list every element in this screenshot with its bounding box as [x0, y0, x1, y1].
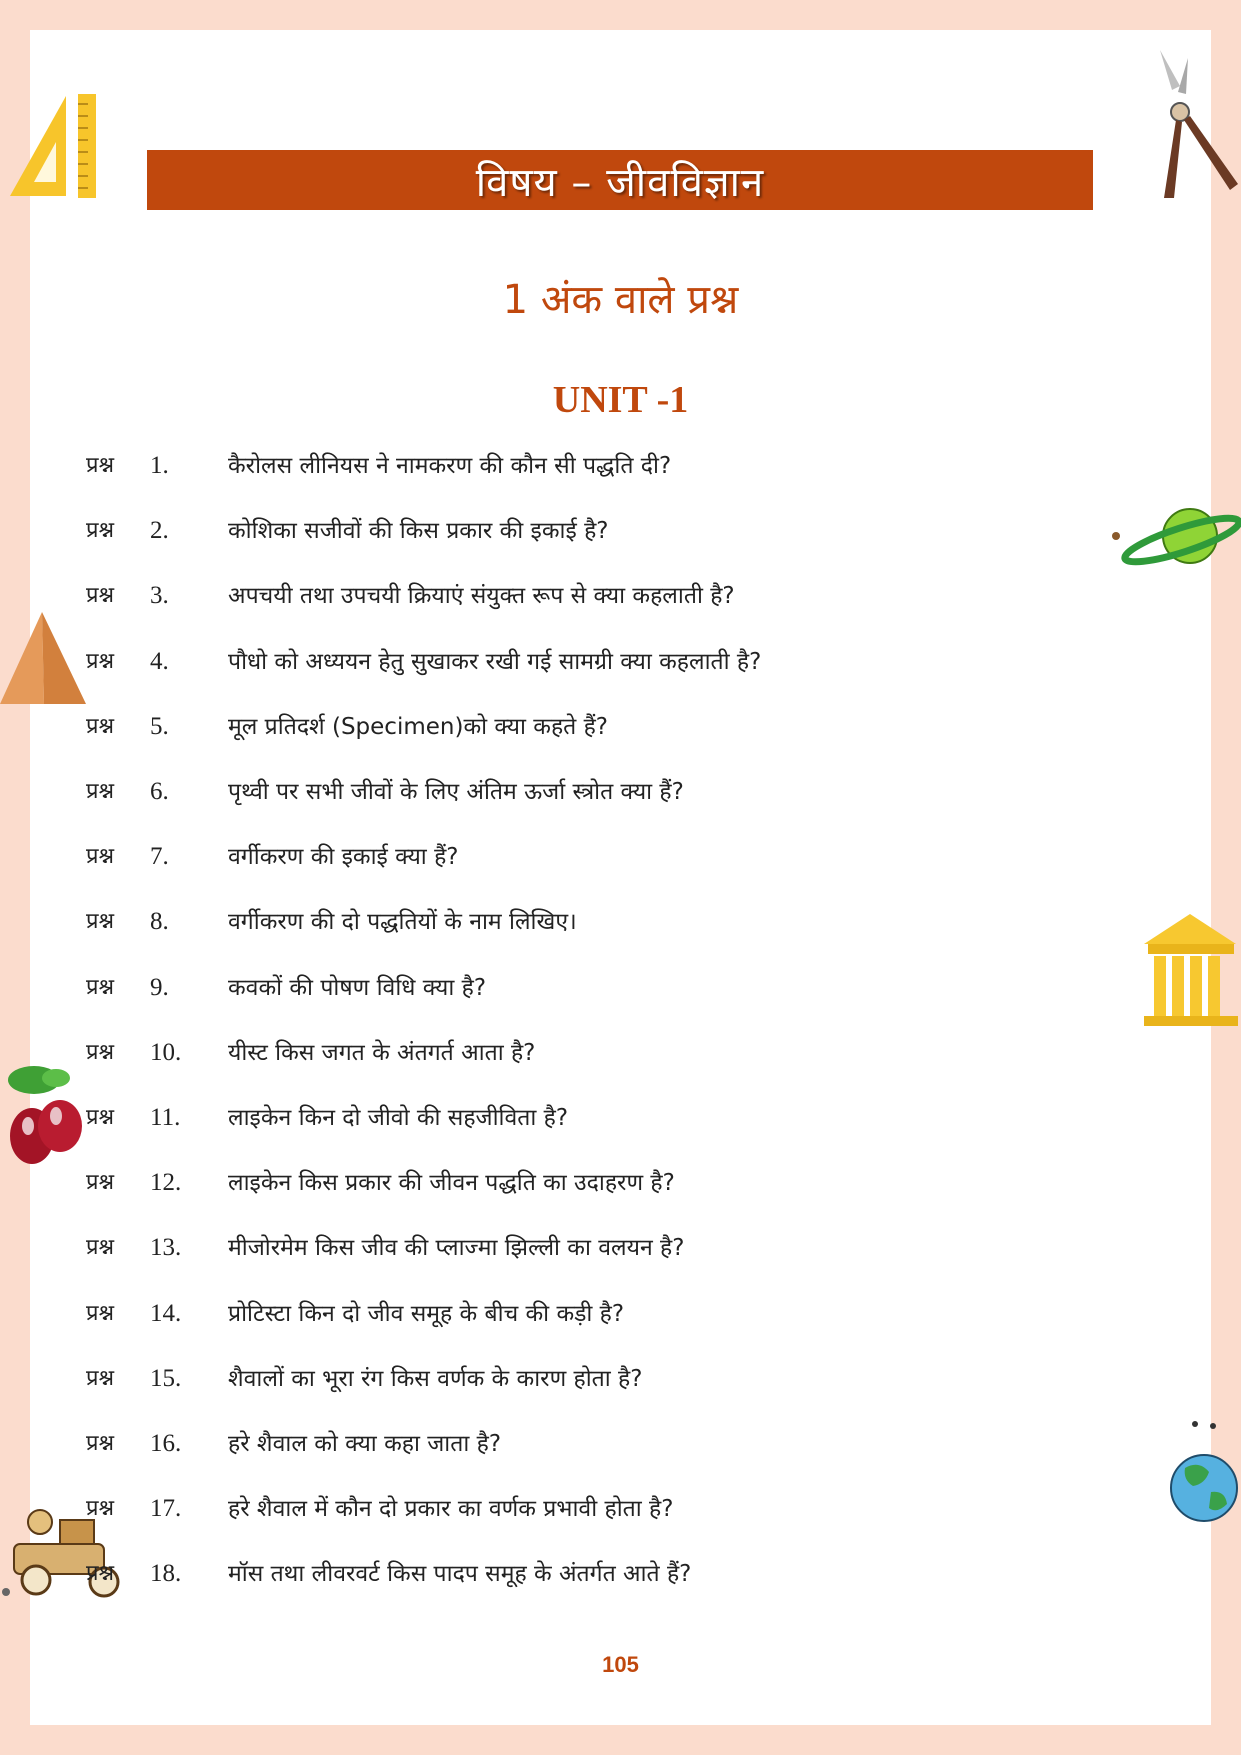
- question-number: 7.: [150, 843, 169, 871]
- question-number: 11.: [150, 1104, 181, 1131]
- question-label: प्रश्न: [86, 1365, 115, 1391]
- question-text: पौधो को अध्ययन हेतु सुखाकर रखी गई सामग्री क्या कहलाती है?: [228, 648, 762, 675]
- section-subtitle: 1 अंक वाले प्रश्न: [502, 277, 739, 323]
- question-label: प्रश्न: [86, 1431, 115, 1456]
- pliers-icon: [1150, 50, 1240, 200]
- question-number: 3.: [150, 582, 169, 610]
- question-label: प्रश्न: [86, 779, 115, 804]
- question-text: कैरोलस लीनियस ने नामकरण की कौन सी पद्धति दी?: [228, 453, 672, 479]
- question-label: प्रश्न: [86, 1170, 115, 1196]
- question-label: प्रश्न: [86, 1039, 115, 1065]
- question-label: प्रश्न: [86, 518, 115, 544]
- question-label: प्रश्न: [86, 974, 115, 1000]
- question-text: मूल प्रतिदर्श (Specimen)को क्या कहते हैं?: [228, 713, 609, 740]
- question-number: 15.: [150, 1364, 182, 1392]
- question-number: 6.: [150, 778, 169, 805]
- question-label: प्रश्न: [86, 1561, 115, 1587]
- question-number: 10.: [150, 1038, 182, 1066]
- title-banner: [147, 150, 1093, 210]
- question-label: प्रश्न: [86, 1496, 115, 1522]
- question-row: [0, 642, 1241, 682]
- question-row: [0, 1359, 1241, 1399]
- question-row: [0, 1294, 1241, 1334]
- question-text: वर्गीकरण की दो पद्धतियों के नाम लिखिए।: [228, 909, 577, 936]
- page-number: 105: [602, 1652, 639, 1677]
- question-number: 16.: [150, 1430, 182, 1457]
- question-text: यीस्ट किस जगत के अंतगर्त आता है?: [228, 1039, 536, 1066]
- question-label: प्रश्न: [86, 1300, 115, 1326]
- question-number: 9.: [150, 973, 169, 1001]
- question-row: [0, 968, 1241, 1008]
- question-row: [0, 1554, 1241, 1594]
- question-row: [0, 1163, 1241, 1203]
- question-number: 14.: [150, 1299, 182, 1327]
- question-number: 5.: [150, 712, 169, 740]
- question-row: [0, 1489, 1241, 1529]
- question-label: प्रश्न: [86, 583, 115, 609]
- question-text: लाइकेन किस प्रकार की जीवन पद्धति का उदाहरण है?: [228, 1170, 675, 1197]
- question-row: [0, 1033, 1241, 1073]
- question-text: प्रोटिस्टा किन दो जीव समूह के बीच की कड़ी है?: [228, 1300, 625, 1327]
- question-text: हरे शैवाल को क्या कहा जाता है?: [228, 1431, 502, 1457]
- question-text: वर्गीकरण की इकाई क्या हैं?: [228, 844, 459, 871]
- question-text: कोशिका सजीवों की किस प्रकार की इकाई है?: [228, 518, 609, 545]
- question-row: [0, 446, 1241, 486]
- question-text: लाइकेन किन दो जीवो की सहजीविता है?: [228, 1105, 569, 1131]
- question-label: प्रश्न: [86, 713, 115, 739]
- question-label: प्रश्न: [86, 1105, 115, 1130]
- question-row: [0, 902, 1241, 942]
- question-text: पृथ्वी पर सभी जीवों के लिए अंतिम ऊर्जा स्त्रोत क्या हैं?: [228, 779, 684, 805]
- question-row: [0, 837, 1241, 877]
- question-row: [0, 511, 1241, 551]
- question-row: [0, 772, 1241, 812]
- question-row: [0, 1424, 1241, 1464]
- question-row: [0, 1228, 1241, 1268]
- question-label: प्रश्न: [86, 453, 115, 478]
- question-label: प्रश्न: [86, 1235, 115, 1261]
- question-text: कवकों की पोषण विधि क्या है?: [228, 974, 487, 1001]
- question-number: 8.: [150, 908, 169, 936]
- page-title: विषय – जीवविज्ञान: [475, 159, 765, 206]
- question-number: 17.: [150, 1495, 182, 1523]
- question-row: [0, 576, 1241, 616]
- question-row: [0, 707, 1241, 747]
- question-text: हरे शैवाल में कौन दो प्रकार का वर्णक प्रभावी होता है?: [228, 1496, 674, 1523]
- question-number: 2.: [150, 517, 169, 545]
- ruler-triangle-icon: [4, 88, 102, 203]
- question-label: प्रश्न: [86, 909, 115, 935]
- question-number: 4.: [150, 647, 169, 675]
- question-number: 12.: [150, 1169, 182, 1197]
- question-text: शैवालों का भूरा रंग किस वर्णक के कारण होता है?: [228, 1365, 643, 1392]
- question-text: मीजोरमेम किस जीव की प्लाज्मा झिल्ली का वलयन है?: [228, 1235, 685, 1262]
- question-text: मॉस तथा लीवरवर्ट किस पादप समूह के अंतर्गत आते हैं?: [228, 1561, 692, 1588]
- question-number: 18.: [150, 1560, 182, 1588]
- question-number: 13.: [150, 1234, 182, 1262]
- question-number: 1.: [150, 452, 169, 479]
- question-text: अपचयी तथा उपचयी क्रियाएं संयुक्त रूप से क्या कहलाती है?: [228, 583, 735, 610]
- question-label: प्रश्न: [86, 844, 115, 870]
- question-label: प्रश्न: [86, 648, 115, 674]
- question-row: [0, 1098, 1241, 1138]
- unit-heading: UNIT -1: [552, 379, 689, 421]
